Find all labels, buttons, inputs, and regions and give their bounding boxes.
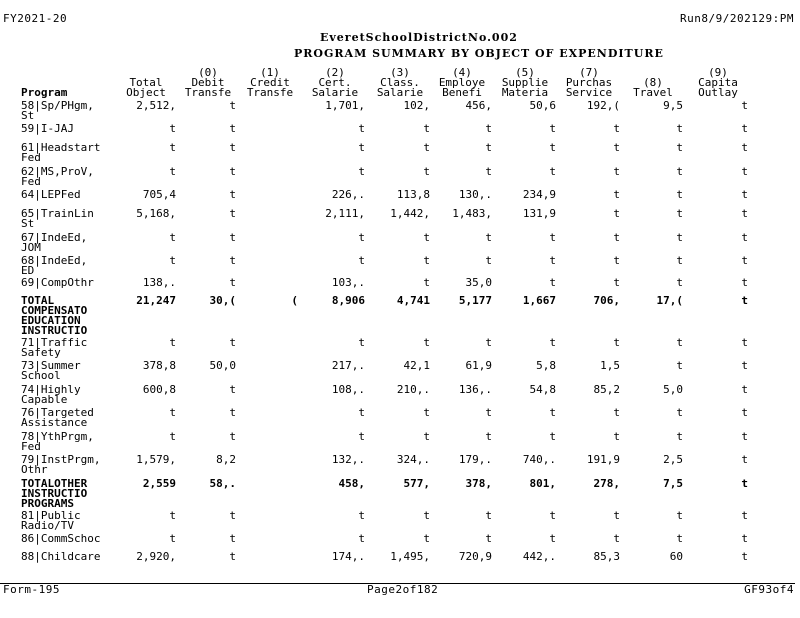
program-name-line: 67|IndeEd, <box>21 231 88 244</box>
amount-cell: 210,. <box>396 383 430 396</box>
program-name <box>21 455 100 475</box>
fiscal-year: FY2021-20 <box>3 12 68 25</box>
program-name-line: INSTRUCTIO <box>21 487 88 500</box>
column-header-line: (0) <box>198 66 218 79</box>
program-name <box>21 338 87 358</box>
amount-cell: t <box>229 509 236 522</box>
program-name <box>21 256 87 276</box>
column-header-line: Salarie <box>376 86 424 99</box>
program-name <box>21 143 100 163</box>
run-timestamp: Run8/9/202129:PM <box>680 12 794 25</box>
district-title: EveretSchoolDistrictNo.002 <box>320 31 518 44</box>
amount-cell: 130,. <box>458 188 492 201</box>
amount-cell: t <box>358 165 365 178</box>
amount-cell: 42,1 <box>403 359 430 372</box>
amount-cell: 102, <box>403 99 430 112</box>
amount-cell: t <box>229 188 236 201</box>
amount-cell: t <box>613 254 620 267</box>
amount-cell: t <box>229 550 236 563</box>
amount-cell: t <box>741 165 748 178</box>
column-header <box>180 68 236 98</box>
amount-cell: t <box>676 141 683 154</box>
amount-cell: 113,8 <box>396 188 430 201</box>
amount-cell: 50,0 <box>209 359 236 372</box>
amount-cell: 174,. <box>331 550 365 563</box>
amount-cell: 577, <box>403 477 430 490</box>
amount-cell: t <box>423 122 430 135</box>
program-name <box>21 534 100 544</box>
amount-cell: t <box>229 430 236 443</box>
program-name <box>21 167 94 187</box>
amount-cell: 801, <box>529 477 556 490</box>
amount-cell: t <box>549 254 556 267</box>
amount-cell: 234,9 <box>522 188 556 201</box>
amount-cell: t <box>485 406 492 419</box>
amount-cell: t <box>229 336 236 349</box>
amount-cell: t <box>229 207 236 220</box>
column-header-line: Capita <box>698 76 738 89</box>
program-name-line: 76|Targeted <box>21 406 94 419</box>
amount-cell: t <box>358 430 365 443</box>
amount-cell: t <box>741 122 748 135</box>
amount-cell: 600,8 <box>142 383 176 396</box>
amount-cell: 58,. <box>209 477 236 490</box>
amount-cell: t <box>549 141 556 154</box>
column-header-line: Outlay <box>698 86 738 99</box>
amount-cell: 17,( <box>656 294 683 307</box>
column-header-line: Transfe <box>246 86 294 99</box>
amount-cell: t <box>676 336 683 349</box>
amount-cell: t <box>676 231 683 244</box>
program-name-line: St <box>21 109 35 122</box>
amount-cell: 4,741 <box>396 294 430 307</box>
page-number: Page2of182 <box>367 583 439 596</box>
column-header-line: Purchas <box>565 76 613 89</box>
amount-cell: t <box>741 207 748 220</box>
amount-cell: 5,0 <box>663 383 683 396</box>
amount-cell: 136,. <box>458 383 492 396</box>
amount-cell: 705,4 <box>142 188 176 201</box>
amount-cell: 191,9 <box>586 453 620 466</box>
amount-cell: 9,5 <box>663 99 683 112</box>
program-name-line: 61|Headstart <box>21 141 101 154</box>
program-name <box>21 361 81 381</box>
amount-cell: 85,2 <box>593 383 620 396</box>
amount-cell: t <box>549 532 556 545</box>
program-name-line: 62|MS,ProV, <box>21 165 94 178</box>
amount-cell: t <box>741 359 748 372</box>
column-header-line: Benefi <box>442 86 482 99</box>
program-name <box>21 278 94 288</box>
amount-cell: 2,920, <box>136 550 176 563</box>
amount-cell: t <box>169 430 176 443</box>
column-header-line: (4) <box>452 66 472 79</box>
program-name-line: 81|Public <box>21 509 81 522</box>
program-name-line: School <box>21 369 61 382</box>
amount-cell: t <box>549 509 556 522</box>
amount-cell: t <box>423 165 430 178</box>
amount-cell: t <box>676 188 683 201</box>
program-name <box>21 233 87 253</box>
amount-cell: t <box>485 336 492 349</box>
amount-cell: 324,. <box>396 453 430 466</box>
amount-cell: 30,( <box>209 294 236 307</box>
amount-cell: 278, <box>593 477 620 490</box>
amount-cell: t <box>229 276 236 289</box>
amount-cell: t <box>613 231 620 244</box>
amount-cell: t <box>613 207 620 220</box>
amount-cell: t <box>169 231 176 244</box>
amount-cell: t <box>229 383 236 396</box>
column-header-line: Materia <box>501 86 549 99</box>
amount-cell: t <box>229 141 236 154</box>
program-name-line: EDUCATION <box>21 314 81 327</box>
column-header-line: Supplie <box>501 76 549 89</box>
amount-cell: t <box>358 532 365 545</box>
amount-cell: t <box>676 122 683 135</box>
amount-cell: 192,( <box>586 99 620 112</box>
column-header-line: Total <box>129 76 163 89</box>
amount-cell: t <box>741 477 748 490</box>
amount-cell: t <box>229 406 236 419</box>
amount-cell: t <box>169 336 176 349</box>
program-name-line: Radio/TV <box>21 519 74 532</box>
program-name-line: COMPENSATO <box>21 304 88 317</box>
amount-cell: t <box>741 383 748 396</box>
amount-cell: t <box>549 122 556 135</box>
amount-cell: 7,5 <box>663 477 683 490</box>
program-name-line: TOTALOTHER <box>21 477 88 490</box>
amount-cell: 35,0 <box>465 276 492 289</box>
program-name-line: PROGRAMS <box>21 497 74 510</box>
amount-cell: t <box>676 359 683 372</box>
form-code: GF93of4 <box>744 583 794 596</box>
column-header <box>305 68 365 98</box>
amount-cell: t <box>423 141 430 154</box>
column-header-line: Class. <box>380 76 420 89</box>
program-name-line: Fed <box>21 440 41 453</box>
amount-cell: 132,. <box>331 453 365 466</box>
column-header <box>623 78 683 98</box>
amount-cell: t <box>423 231 430 244</box>
amount-cell: 1,495, <box>390 550 430 563</box>
column-header-program: Program <box>21 86 68 99</box>
amount-cell: 54,8 <box>529 383 556 396</box>
amount-cell: t <box>613 188 620 201</box>
amount-cell: t <box>169 509 176 522</box>
program-name-line: 79|InstPrgm, <box>21 453 101 466</box>
amount-cell: ( <box>291 294 298 307</box>
amount-cell: t <box>741 406 748 419</box>
amount-cell: t <box>676 430 683 443</box>
program-name <box>21 552 100 562</box>
amount-cell: 2,5 <box>663 453 683 466</box>
amount-cell: t <box>613 406 620 419</box>
amount-cell: t <box>423 254 430 267</box>
amount-cell: t <box>485 532 492 545</box>
amount-cell: t <box>613 430 620 443</box>
amount-cell: t <box>741 430 748 443</box>
column-header-line: (7) <box>579 66 599 79</box>
program-name-line: St <box>21 217 35 230</box>
amount-cell: 1,5 <box>600 359 620 372</box>
amount-cell: t <box>169 406 176 419</box>
program-name <box>21 479 87 509</box>
program-name-line: Capable <box>21 393 68 406</box>
amount-cell: 1,667 <box>522 294 556 307</box>
amount-cell: t <box>676 509 683 522</box>
amount-cell: t <box>358 254 365 267</box>
form-number: Form-195 <box>3 583 60 596</box>
program-name <box>21 511 81 531</box>
program-name-line: INSTRUCTIO <box>21 324 88 337</box>
amount-cell: 179,. <box>458 453 492 466</box>
column-header-line: Service <box>565 86 613 99</box>
program-name <box>21 101 94 121</box>
amount-cell: t <box>485 254 492 267</box>
program-name-line: 68|IndeEd, <box>21 254 88 267</box>
amount-cell: 131,9 <box>522 207 556 220</box>
program-name <box>21 385 81 405</box>
program-name <box>21 296 87 336</box>
amount-cell: t <box>485 165 492 178</box>
report-title: PROGRAM SUMMARY BY OBJECT OF EXPENDITURE <box>294 47 664 60</box>
amount-cell: t <box>229 231 236 244</box>
amount-cell: t <box>741 141 748 154</box>
amount-cell: t <box>676 406 683 419</box>
amount-cell: 8,906 <box>331 294 365 307</box>
column-header-line: (5) <box>515 66 535 79</box>
amount-cell: t <box>229 165 236 178</box>
amount-cell: 108,. <box>331 383 365 396</box>
amount-cell: 378,8 <box>142 359 176 372</box>
column-header <box>116 78 176 98</box>
program-name-line: 59|I-JAJ <box>21 122 74 135</box>
amount-cell: t <box>169 165 176 178</box>
amount-cell: t <box>676 532 683 545</box>
amount-cell: t <box>358 141 365 154</box>
amount-cell: 378, <box>465 477 492 490</box>
amount-cell: 226,. <box>331 188 365 201</box>
column-header <box>242 68 298 98</box>
amount-cell: 217,. <box>331 359 365 372</box>
amount-cell: t <box>549 430 556 443</box>
amount-cell: t <box>676 276 683 289</box>
program-name-line: Fed <box>21 151 41 164</box>
program-name <box>21 124 74 134</box>
amount-cell: t <box>423 406 430 419</box>
column-header-line: (9) <box>708 66 728 79</box>
amount-cell: t <box>358 406 365 419</box>
amount-cell: t <box>613 165 620 178</box>
column-header-line: (3) <box>390 66 410 79</box>
amount-cell: 1,701, <box>325 99 365 112</box>
amount-cell: t <box>169 122 176 135</box>
amount-cell: t <box>549 336 556 349</box>
amount-cell: t <box>229 99 236 112</box>
amount-cell: 2,559 <box>142 477 176 490</box>
amount-cell: t <box>741 532 748 545</box>
amount-cell: t <box>549 276 556 289</box>
column-header-line: Employe <box>438 76 486 89</box>
amount-cell: t <box>741 336 748 349</box>
program-name-line: 88|Childcare <box>21 550 101 563</box>
amount-cell: t <box>741 550 748 563</box>
amount-cell: t <box>741 254 748 267</box>
program-name-line: JOM <box>21 241 41 254</box>
amount-cell: t <box>229 532 236 545</box>
column-header <box>558 68 620 98</box>
amount-cell: 1,442, <box>390 207 430 220</box>
amount-cell: t <box>741 509 748 522</box>
amount-cell: t <box>229 254 236 267</box>
amount-cell: 5,177 <box>458 294 492 307</box>
amount-cell: 5,8 <box>536 359 556 372</box>
amount-cell: 21,247 <box>136 294 176 307</box>
column-header-line: Transfe <box>184 86 232 99</box>
amount-cell: t <box>741 294 748 307</box>
program-name <box>21 209 94 229</box>
amount-cell: t <box>169 254 176 267</box>
amount-cell: 50,6 <box>529 99 556 112</box>
amount-cell: t <box>423 509 430 522</box>
program-name-line: ED <box>21 264 35 277</box>
amount-cell: 103,. <box>331 276 365 289</box>
program-name-line: Othr <box>21 463 48 476</box>
amount-cell: t <box>358 336 365 349</box>
program-name-line: 86|CommSchoc <box>21 532 101 545</box>
amount-cell: 138,. <box>142 276 176 289</box>
amount-cell: t <box>613 276 620 289</box>
program-name-line: 64|LEPFed <box>21 188 81 201</box>
program-name-line: 73|Summer <box>21 359 81 372</box>
amount-cell: 2,512, <box>136 99 176 112</box>
program-name-line: Safety <box>21 346 61 359</box>
program-name-line: TOTAL <box>21 294 55 307</box>
amount-cell: t <box>613 532 620 545</box>
column-header-line: (2) <box>325 66 345 79</box>
amount-cell: t <box>549 406 556 419</box>
amount-cell: t <box>676 254 683 267</box>
program-name <box>21 432 94 452</box>
program-name <box>21 408 94 428</box>
amount-cell: t <box>676 207 683 220</box>
amount-cell: 60 <box>669 550 683 563</box>
amount-cell: 442,. <box>522 550 556 563</box>
amount-cell: 740,. <box>522 453 556 466</box>
program-name-line: 78|YthPrgm, <box>21 430 94 443</box>
amount-cell: t <box>358 122 365 135</box>
amount-cell: t <box>423 430 430 443</box>
amount-cell: 5,168, <box>136 207 176 220</box>
amount-cell: t <box>485 231 492 244</box>
column-header-line: (1) <box>260 66 280 79</box>
column-header-line: Debit <box>191 76 225 89</box>
amount-cell: 706, <box>593 294 620 307</box>
amount-cell: t <box>423 532 430 545</box>
column-header-line: Cert. <box>318 76 352 89</box>
column-header <box>688 68 748 98</box>
amount-cell: t <box>423 276 430 289</box>
amount-cell: 458, <box>338 477 365 490</box>
amount-cell: t <box>549 231 556 244</box>
amount-cell: 85,3 <box>593 550 620 563</box>
program-name-line: Assistance <box>21 416 88 429</box>
amount-cell: t <box>485 141 492 154</box>
column-header-line: Travel <box>633 86 673 99</box>
amount-cell: t <box>485 430 492 443</box>
amount-cell: t <box>741 99 748 112</box>
program-name-line: Fed <box>21 175 41 188</box>
amount-cell: t <box>613 509 620 522</box>
amount-cell: t <box>169 532 176 545</box>
amount-cell: t <box>485 122 492 135</box>
amount-cell: 1,483, <box>452 207 492 220</box>
column-header-line: Salarie <box>311 86 359 99</box>
program-name-line: 69|CompOthr <box>21 276 94 289</box>
amount-cell: t <box>423 336 430 349</box>
amount-cell: 8,2 <box>216 453 236 466</box>
amount-cell: 720,9 <box>458 550 492 563</box>
amount-cell: t <box>613 336 620 349</box>
column-header <box>370 68 430 98</box>
program-name-line: 65|TrainLin <box>21 207 94 220</box>
amount-cell: t <box>613 122 620 135</box>
amount-cell: t <box>676 165 683 178</box>
column-header-line: Credit <box>250 76 290 89</box>
amount-cell: t <box>741 276 748 289</box>
amount-cell: t <box>741 453 748 466</box>
program-name-line: 58|Sp/PHgm, <box>21 99 94 112</box>
column-header-line: (8) <box>643 76 663 89</box>
amount-cell: t <box>485 509 492 522</box>
column-header <box>494 68 556 98</box>
amount-cell: t <box>358 509 365 522</box>
amount-cell: t <box>358 231 365 244</box>
amount-cell: t <box>613 141 620 154</box>
amount-cell: t <box>741 231 748 244</box>
amount-cell: t <box>549 165 556 178</box>
amount-cell: 1,579, <box>136 453 176 466</box>
column-header <box>432 68 492 98</box>
program-name-line: 71|Traffic <box>21 336 88 349</box>
amount-cell: 61,9 <box>465 359 492 372</box>
column-header-line: Object <box>126 86 166 99</box>
amount-cell: t <box>169 141 176 154</box>
amount-cell: 2,111, <box>325 207 365 220</box>
program-name <box>21 190 81 200</box>
amount-cell: t <box>229 122 236 135</box>
program-name-line: 74|Highly <box>21 383 81 396</box>
amount-cell: 456, <box>465 99 492 112</box>
amount-cell: t <box>741 188 748 201</box>
